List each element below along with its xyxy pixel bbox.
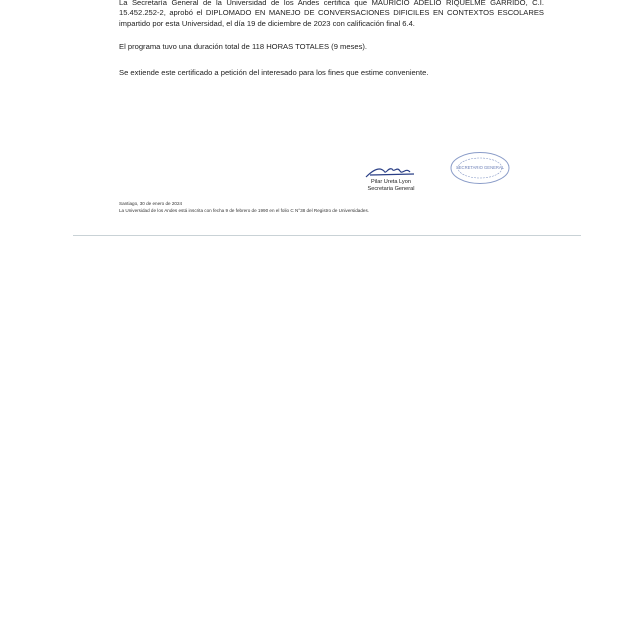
place-date: Santiago, 30 de enero de 2024 <box>119 201 183 206</box>
official-stamp-icon <box>449 151 511 185</box>
signer-name: Pilar Ureta Lyon <box>371 179 411 185</box>
signer-block <box>356 179 426 193</box>
page-divider <box>73 235 581 236</box>
registry-note: La Universidad de los Andes está inscrita con fecha 9 de febrero de 1990 en el folio C N°38 del Registro de Universidades. <box>119 208 370 213</box>
stamp-text: SECRETARIO GENERAL <box>455 165 505 170</box>
signer-title: Secretaria General <box>367 186 415 192</box>
duration-paragraph: El programa tuvo una duración total de 118 HORAS TOTALES (9 meses). <box>119 42 368 51</box>
purpose-paragraph: Se extiende este certificado a petición del interesado para los fines que estime conveniente. <box>119 68 429 77</box>
certification-paragraph: La Secretaría General de la Universidad de los Andes certifica que MAURICIO ADELIO RIQUELME GARRIDO, C.I. 15.452.252-2, aprobó el DIPLOMADO EN MANEJO DE CONVERSACIONES DIFICILES EN CONTEXTOS ESCOLARES impartido por esta Universidad, el día 19 de diciembre de 2023 con calificación final 6.4. <box>119 0 544 28</box>
